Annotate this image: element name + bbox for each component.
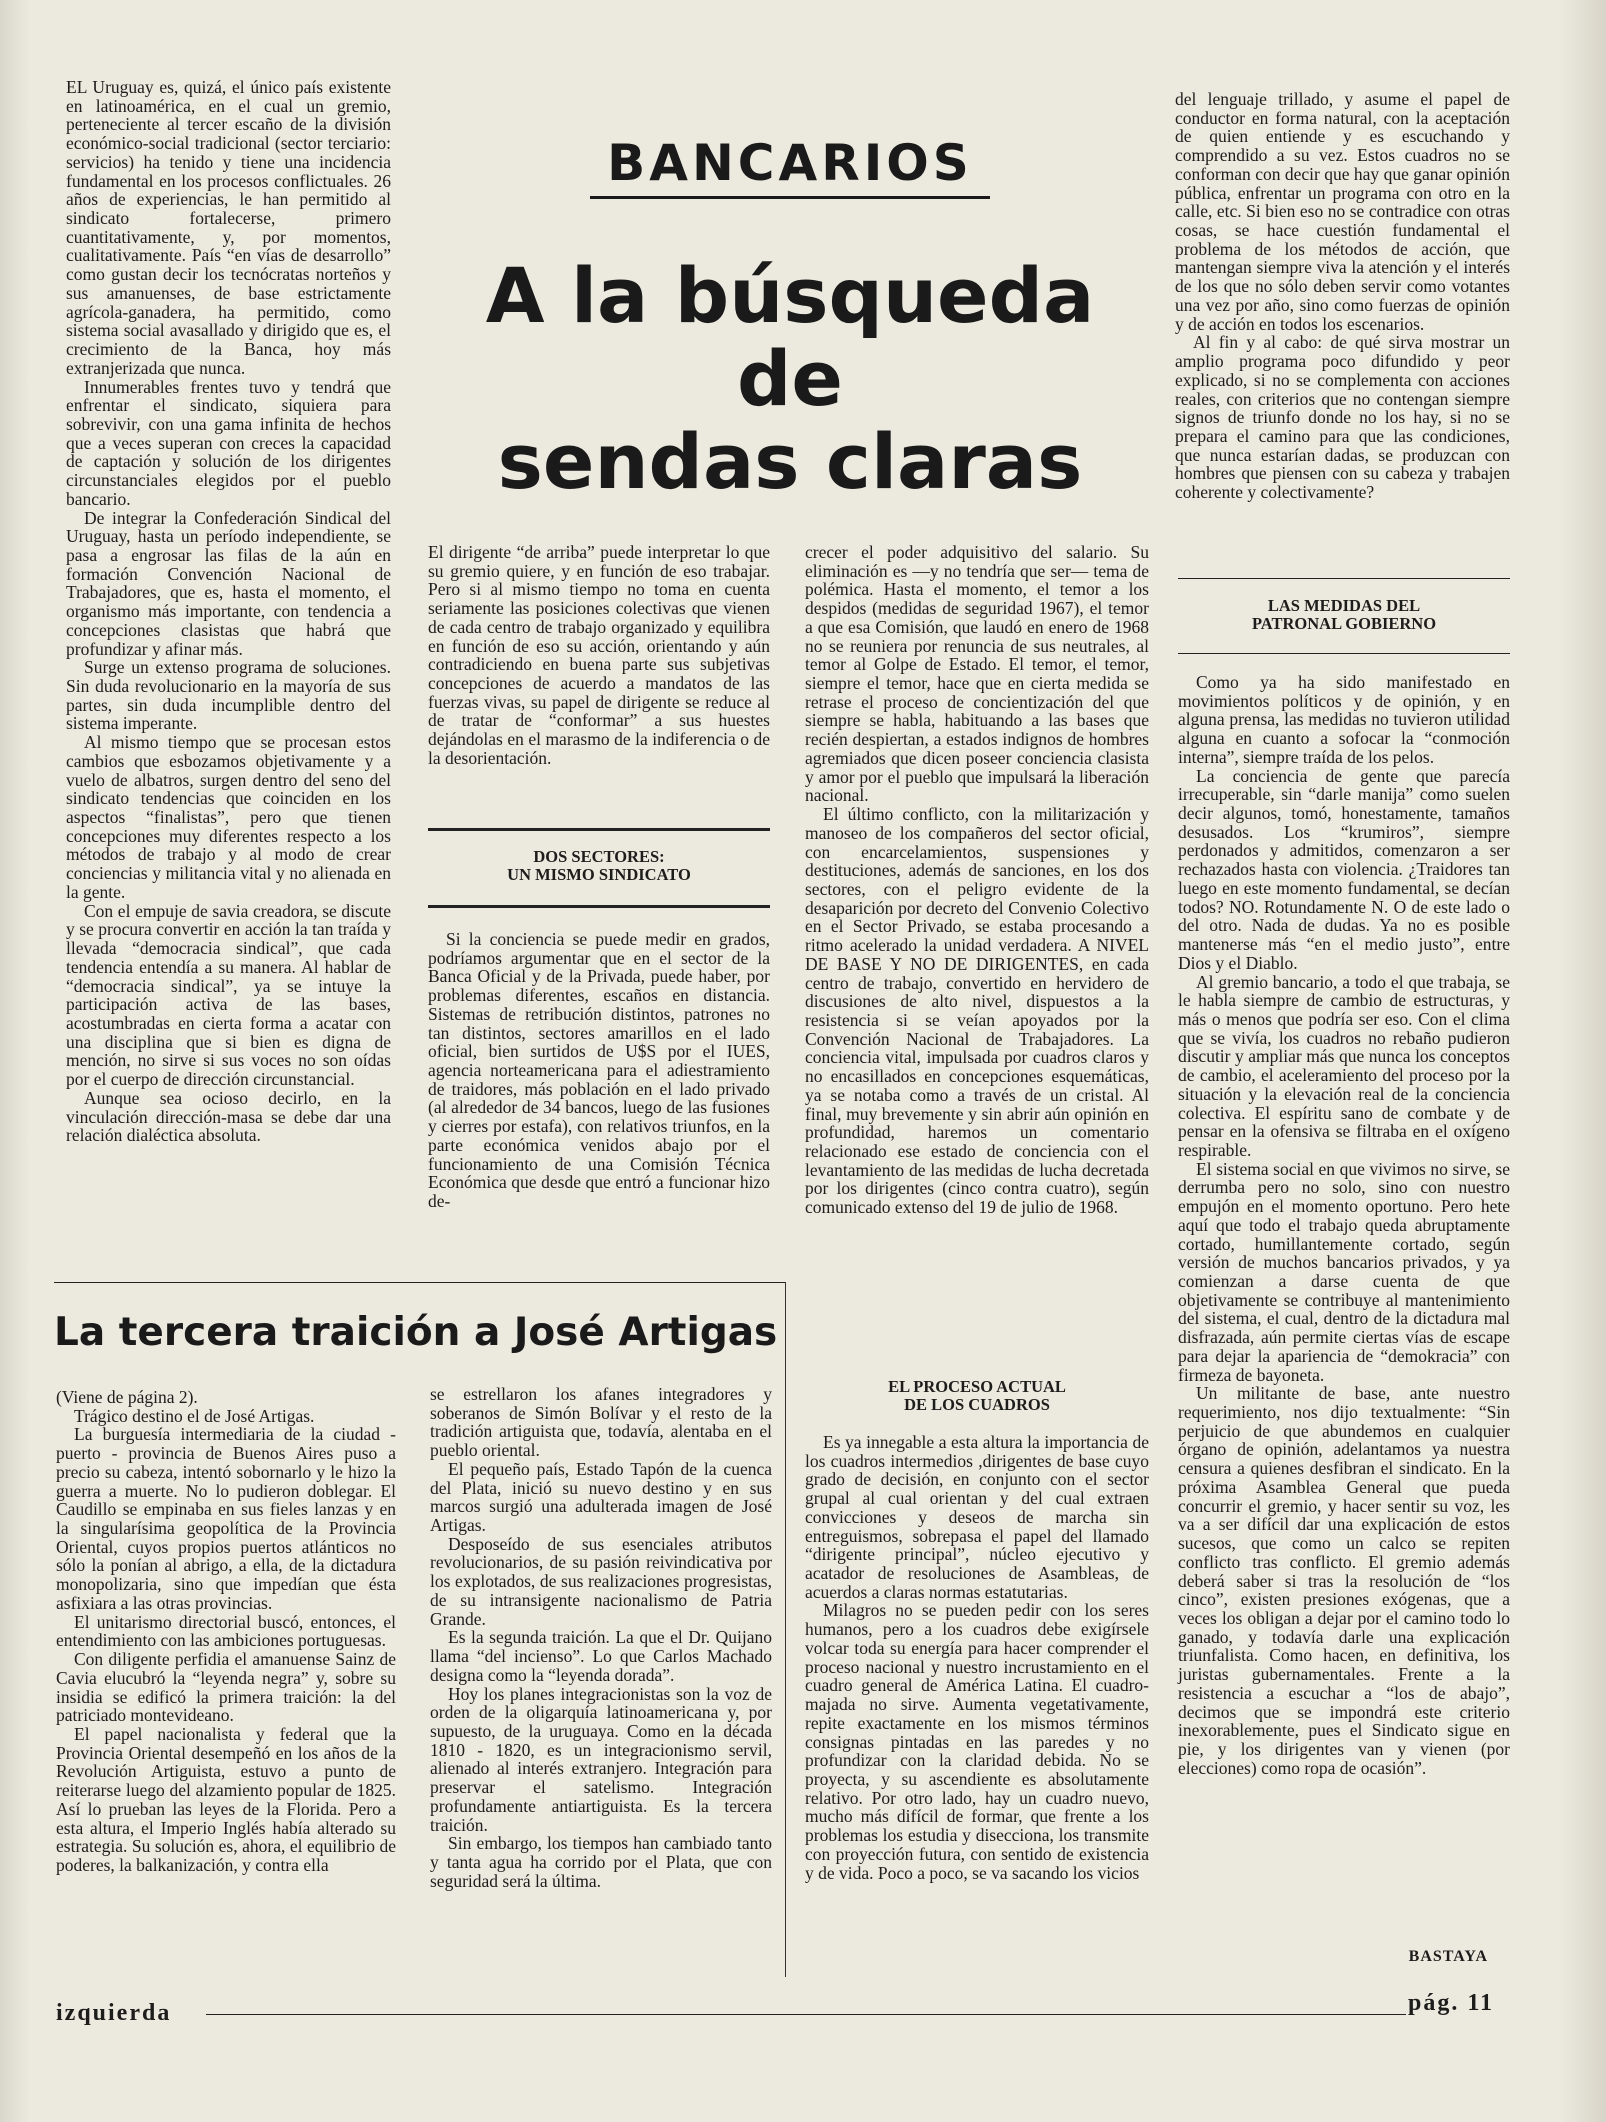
paragraph: (Viene de página 2). [56, 1387, 198, 1407]
subhead-line: UN MISMO SINDICATO [507, 865, 691, 885]
divider [1178, 653, 1510, 654]
paragraph: Al fin y al cabo: de qué sirva mostrar un amplio programa poco difundido y peor explicado, si no se complementa con acciones reales, con criterios que no contengan siempre signos de triunfo donde no los hay, si no se prepara el camino para que las condiciones, que nunca estarían dadas, se produzcan con hombres que piensen con su cabeza y trabajen coherente y colectivamente? [1175, 332, 1510, 503]
subhead-line: EL PROCESO ACTUAL [888, 1377, 1066, 1396]
paragraph: Innumerables frentes tuvo y tendrá que enfrentar el sindicato, siquiera para sobrevivir, con una gama infinita de hechos que a veces superan con creces la capacidad de captación y solución de los dirigentes circunstanciales elegidos por el pueblo bancario. [66, 376, 391, 509]
article-column-1 [66, 78, 391, 1145]
paragraph: se estrellaron los afanes integradores y soberanos de Simón Bolívar y el resto de la tradición artiguista que, todavía, alentaba en el pueblo oriental. [430, 1384, 772, 1461]
paragraph: El papel nacionalista y federal que la Provincia Oriental desempeñó en los años de la Revolución Artiguista, estuvo a punto de reiterarse luego del alzamiento popular de 1825. Así lo prueban las leyes de la Florida. Pero a esta altura, el Imperio Inglés había alterado su estrategia. Su solución es, ahora, el equilibrio de poderes, la balkanización, y contra ella [56, 1723, 396, 1875]
paragraph: Aunque sea ocioso decirlo, en la vinculación dirección-masa se debe dar una relación dialéctica absoluta. [66, 1087, 391, 1146]
paragraph: Hoy los planes integracionistas son la voz de orden de la oligarquía latinoamericana y, por supuesto, de la uruguaya. Como en la década 1810 - 1820, es un integracionismo servil, alienado al interés extranjero. Integración para preservar el satelismo. Integración profundamente antiartiguista. Es la tercera traición. [430, 1683, 772, 1835]
paragraph: Con diligente perfidia el amanuense Sainz de Cavia elucubró la “leyenda negra” y, sobre su insidia se edificó la primera traición: la del patriciado montevideano. [56, 1649, 396, 1726]
divider [1178, 578, 1510, 579]
subhead-line: PATRONAL GOBIERNO [1251, 614, 1437, 634]
paragraph: El dirigente “de arriba” puede interpretar lo que su gremio quiere, y en función de eso trabajar. Pero si al mismo tiempo no toma en cuenta seriamente las posiciones colectivas que vienen de cada centro de trabajo organizado y equilibra en función de eso su acción, orientando y aún contradiciendo en buena parte sus subjetivas concepciones de acuerdo a mandatos de las fuerzas vivas, su papel de dirigente se reduce al de tratar de “conformar” a sus huestes dejándolas en el marasmo de la indiferencia o de la desorientación. [428, 542, 770, 768]
paragraph: Con el empuje de savia creadora, se discute y se procura convertir en acción la tan traída y llevada “democracia sindical”, que cada tendencia entendía a su manera. Al hablar de “democracia sindical”, ya se intuye la participación activa de las bases, acostumbradas en cierta forma a acatar con una disciplina que si bien es digna de mención, no sirve si sus voces no son oídas por el cuerpo de dirección circunstancial. [66, 900, 391, 1090]
paragraph: Al gremio bancario, a todo el que trabaja, se le habla siempre de cambio de estructuras, y más o menos que podría ser eso. Con el clima que se vivía, los cuadros no rebaño pudieron discutir y ampliar más que nunca los conceptos de cambio, el aceleramiento del proceso por la situación y la elevación real de la conciencia colectiva. El espíritu sano de combate y de pensar en la ofensiva se filtraba en el oxígeno respirable. [1178, 971, 1510, 1160]
subhead-proceso [805, 1378, 1149, 1415]
section-underline [590, 196, 990, 199]
article-title [420, 251, 1160, 506]
article-column-4 [1175, 90, 1510, 502]
article-column-2b [428, 930, 770, 1211]
paragraph: La conciencia de gente que parecía irrecuperable, sin “darle manija” como suelen decir algunos, tomó, honestamente, tamaños desusados. Los “krumiros”, siempre perdonados y admitidos, comenzaron a ser rechazados hasta con violencia. ¿Traidores tan luego en este momento fundamental, se decían todos? NO. Rotundamente N. O de este lado o del otro. Nada de dudas. Ya no es posible mantenerse más “en el medio justo”, entre Dios y el Diablo. [1178, 765, 1510, 973]
paragraph: Surge un extenso programa de soluciones. Sin duda revolucionario en la mayoría de sus partes, sin duda incumplible dentro del sistema imperante. [66, 657, 391, 734]
subhead-line: DOS SECTORES: [533, 847, 665, 866]
article-header [420, 134, 1160, 506]
subhead-line: DE LOS CUADROS [904, 1395, 1050, 1415]
footer-left: izquierda [56, 2000, 172, 2026]
paragraph: El pequeño país, Estado Tapón de la cuenca del Plata, inició su nuevo destino y en sus marcos surgió una adulterada imagen de José Artigas. [430, 1458, 772, 1536]
paragraph: Desposeído de sus esenciales atributos revolucionarios, de su pasión reivindicativa por los explotados, de sus realizaciones progresistas, de su intransigente nacionalismo de Patria Grande. [430, 1533, 772, 1629]
paragraph: El sistema social en que vivimos no sirve, se derrumba pero no solo, sino con nuestro empujón en el momento oportuno. Pero hete aquí que todo el trabajo queda abruptamente cortado, humillantemente cortado, según versión de muchos bancarios privados, y ya comienzan a darse cuenta de que objetivamente se contribuye al mantenimiento del sistema, el cual, dentro de la dictadura mal disfrazada, aún permite ciertas vías de escape para dejar la apariencia de “demokracia” con firmeza de bayoneta. [1178, 1158, 1510, 1385]
paragraph: crecer el poder adquisitivo del salario. Su eliminación es —y no tendría que ser— tema de polémica. Hasta el momento, el temor a los despidos (medidas de seguridad 1967), el temor a que esa Comisión, que laudó en enero de 1968 no se reuniera por renuncia de sus neutrales, al temor al Golpe de Estado. El temor, el temor, siempre el temor, hace que en cierta medida se retrase el proceso de concientización del que siempre se habla, habituando a las bases que recién despiertan, a estados indignos de hombres agremiados que dicen poseer conciencia clasista y amor por el pueblo que impulsará la liberación nacional. [805, 542, 1149, 806]
paragraph: El unitarismo directorial buscó, entonces, el entendimiento con las ambiciones portuguesas. [56, 1611, 396, 1651]
paragraph: La burguesía intermediaria de la ciudad - puerto - provincia de Buenos Aires puso a precio su cabeza, intentó sobornarlo y le hizo la guerra a muerte. No lo pudieron doblegar. El Caudillo se empinaba en sus fieles lanzas y en la singularísima geopolítica de la Provincia Oriental, cuyos propios puertos atlánticos no sólo la ponían al abrigo, a ella, de la dictadura monopolizaria, sino que impedían que ésta asfixiara a las otras provincias. [56, 1424, 396, 1613]
artigas-title: La tercera traición a José Artigas [54, 1310, 778, 1355]
paragraph: Es ya innegable a esta altura la importancia de los cuadros intermedios ,dirigentes de base cuyo grado de decisión, en conjunto con el sector grupal al cual orientan y del cual extraen convicciones y deseos de marcha sin entreguismos, sobrepasa el papel del llamado “dirigente principal”, núcleo ejecutivo y acatador de resoluciones de Asambleas, de acuerdos a claras normas estatutarias. [805, 1432, 1149, 1602]
paragraph: EL Uruguay es, quizá, el único país existente en latinoamérica, en el cual un gremio, perteneciente al tercer escaño de la división económico-social tradicional (sector terciario: servicios) ha tenido y tiene una incidencia fundamental en los procesos conflictuales. 26 años de experiencias, le han permitido al sindicato fortalecerse, primero cuantitativamente, y, por momentos, cualitativamente. País “en vías de desarrollo” como gustan decir los tecnócratas norteños y sus amanuenses, de base estrictamente agrícola-ganadera, ha permitido, como sistema social avasallado y dirigido que es, el crecimiento de la Banca, hoy más extranjerizada que nunca. [66, 77, 391, 378]
paragraph: De integrar la Confederación Sindical del Uruguay, hasta un período independiente, se pasa a engrosar las filas de la aún en formación Convención Nacional de Trabajadores, que es, hasta el momento, el organismo más importante, con tendencia a concepciones clasistas que habrá que profundizar y afinar más. [66, 507, 391, 659]
page-number: pág. 11 [1408, 1990, 1495, 2016]
subhead-medidas [1178, 597, 1510, 634]
paragraph: Milagros no se pueden pedir con los seres humanos, pero a los cuadros debe exigírsele volcar toda su energía para hacer comprender el proceso nacional y nuestro incrustamiento en el cuadro general de América Latina. El cuadro-majada no sirve. Aumenta vegetativamente, repite exactamente en los mismos términos consignas pintadas en las paredes y no profundizar con la claridad debida. No se proyecta, y su ascendiente es absolutamente relativo. Por otro lado, hay un cuadro nuevo, mucho más difícil de formar, que frente a los problemas los estudia y disecciona, los transmite con proyección futura, con sentido de existencia y de vida. Poco a poco, se va sacando los vicios [805, 1600, 1149, 1883]
section-label: BANCARIOS [607, 134, 973, 192]
paragraph: Si la conciencia se puede medir en grados, podríamos argumentar que en el sector de la Banca Oficial y de la Privada, puede haber, por problemas diferentes, escaños en distancia. Sistemas de retribución distintos, patrones no tan distintos, sectores amarillos en el lado oficial, bien surtidos de U$S por el IUES, agencia norteamericana para el adiestramiento de traidores, más población en el lado privado (al alrededor de 34 bancos, luego de las fusiones y cierres por estafa), con relativos triunfos, en la parte económica venidos abajo por el funcionamiento de una Comisión Técnica Económica que desde que entró a funcionar hizo de- [428, 929, 770, 1212]
divider [428, 905, 770, 908]
artigas-column-1 [56, 1388, 396, 1875]
article-column-3b [805, 1433, 1149, 1882]
title-line-2: de [737, 333, 843, 423]
subhead-dos-sectores [428, 848, 770, 885]
paragraph: Al mismo tiempo que se procesan estos cambios que esbozamos objetivamente y a vuelo de albatros, surgen dentro del seno del sindicato tendencias que coinciden en los aspectos “finalistas”, pero que tienen concepciones muy diferentes respecto a los métodos de trabajo y al modo de crear conciencias y militancia vital y no alienada en la gente. [66, 732, 391, 902]
paragraph: Sin embargo, los tiempos han cambiado tanto y tanta agua ha corrido por el Plata, que con seguridad será la última. [430, 1833, 772, 1891]
paragraph: Como ya ha sido manifestado en movimientos políticos y de opinión, y en alguna prensa, las medidas no tuvieron utilidad alguna en cuanto a sofocar la “conmoción interna”, siempre traída de los pelos. [1178, 672, 1510, 767]
paragraph: Trágico destino el de José Artigas. [74, 1405, 315, 1426]
title-line-1: A la búsqueda [485, 251, 1095, 340]
divider [428, 828, 770, 831]
subhead-line: LAS MEDIDAS DEL [1267, 596, 1421, 615]
paragraph: Un militante de base, ante nuestro requerimiento, nos dijo textualmente: “Sin perjuicio de que abundemos en cualquier órgano de opinión, adelantamos ya nuestra censura a quienes desfibran el sindicato. En la próxima Asamblea General que pueda concurrir el gremio, y hacer sentir su voz, les va a ser difícil dar una explicación de estos sucesos, que como un calco se repiten conflicto tras conflicto. El gremio además deberá saber si tras la resolución de “los cinco”, existen presiones exógenas, que a veces los obligan a dejar por el camino todo lo ganado, y todavía darle una explicación triunfalista. Como hacen, en definitiva, los juristas gubernamentales. Frente a la resistencia a escuchar a “los de abajo”, decimos que se impondrá este criterio inexorablemente, pues el Sindicato sigue en pie, y los dirigentes van y vienen (por elecciones) como ropa de ocasión”. [1178, 1383, 1510, 1778]
footer-rule [206, 2014, 1406, 2015]
paragraph: del lenguaje trillado, y asume el papel de conductor en forma natural, con la aceptación de quien entiende y es escuchando y comprendido a su vez. Estos cuadros no se conforman con decir que hay que ganar opinión pública, enfrentar un programa con otro en la calle, etc. Si bien eso no se contradice con otras cosas, se hace cuestión fundamental el problema de los métodos de acción, que mantengan siempre viva la atención y el interés de los que no sólo deben servir como votantes una vez por año, sino como fuerzas de opinión y de acción en todos los escenarios. [1175, 89, 1510, 334]
artigas-column-2 [430, 1385, 772, 1890]
author-signature: BASTAYA [1408, 1948, 1488, 1965]
paragraph: El último conflicto, con la militarización y manoseo de los compañeros del sector oficial, con encarcelamientos, suspensiones y destituciones, además de sanciones, en los dos sectores, con el peligro evidente de la desaparición por decreto del Convenio Colectivo en el Sector Privado, se estaba procesando a ritmo acelerado la unidad verdadera. A NIVEL DE BASE Y NO DE DIRIGENTES, en cada centro de trabajo, convertido en hervidero de discusiones de alto nivel, dispuestos a la resistencia si se veían apoyados por la Convención Nacional de Trabajadores. La conciencia vital, impulsada por cuadros claros y no encasillados en concepciones esquemáticas, ya se notaba como a través de un cristal. Al final, muy brevemente y sin abrir aún opinión en profundidad, haremos un comentario relacionado ese estado de conciencia con el levantamiento de las medidas de lucha decretada por los dirigentes (cinco contra cuatro), según comunicado extenso del 19 de julio de 1968. [805, 804, 1149, 1218]
title-line-3: sendas claras [497, 416, 1083, 506]
article-column-2a [428, 543, 770, 768]
column-divider [785, 1282, 786, 1977]
article-column-4b [1178, 673, 1510, 1777]
paragraph: Es la segunda traición. La que el Dr. Quijano llama “del incienso”. Lo que Carlos Machado designa como la “leyenda dorada”. [430, 1627, 772, 1685]
article-column-3 [805, 543, 1149, 1217]
divider [54, 1282, 785, 1283]
